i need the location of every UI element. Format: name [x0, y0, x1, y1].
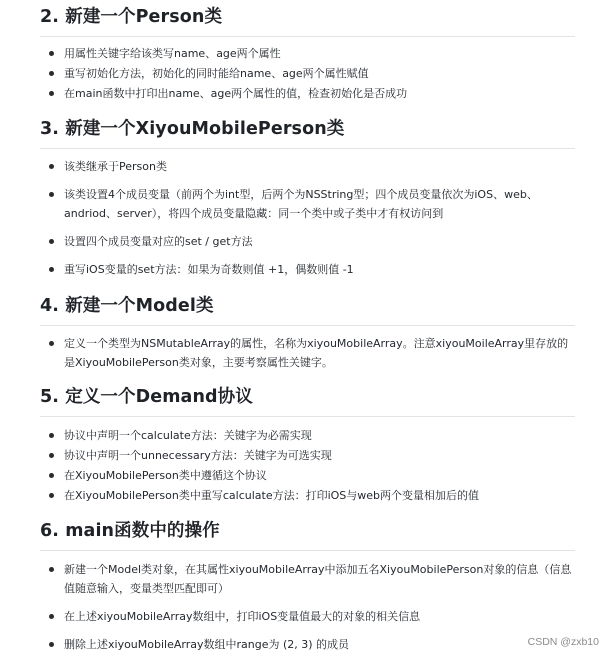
bullet-icon: [49, 164, 54, 169]
list-item: [40, 84, 575, 103]
bullet-icon: [49, 71, 54, 76]
section-heading: 5. 定义一个Demand协议: [40, 385, 575, 417]
bullet-icon: [49, 267, 54, 272]
bullet-icon: [49, 433, 54, 438]
bullet-list: [40, 560, 575, 654]
bullet-icon: [49, 493, 54, 498]
bullet-icon: [49, 453, 54, 458]
list-item: [40, 44, 575, 63]
bullet-icon: [49, 51, 54, 56]
bullet-list: [40, 44, 575, 103]
section-model-class: [40, 294, 575, 373]
bullet-icon: [49, 239, 54, 244]
watermark: CSDN @zxb10: [527, 636, 599, 648]
list-item: [40, 446, 575, 465]
list-item-text: 用属性关键字给该类写name、age两个属性: [64, 47, 281, 60]
list-item-text: 该类设置4个成员变量（前两个为int型，后两个为NSString型；四个成员变量依次为iOS、web、andriod、server），将四个成员变量隐藏：同一个类中或子类中才有权访问到: [64, 188, 538, 220]
list-item: [40, 607, 575, 626]
bullet-icon: [49, 642, 54, 647]
section-xiyou-mobile-person-class: [40, 117, 575, 288]
list-item-text: 在XiyouMobilePerson类中遵循这个协议: [64, 469, 267, 482]
section-heading: 4. 新建一个Model类: [40, 294, 575, 326]
list-item-text: 定义一个类型为NSMutableArray的属性，名称为xiyouMobileArray。注意xiyouMoileArray里存放的是XiyouMobilePerson类对象，主要考察属性关键字。: [64, 337, 569, 369]
list-item-text: 协议中声明一个unnecessary方法：关键字为可选实现: [64, 449, 332, 462]
section-demand-protocol: [40, 385, 575, 506]
bullet-list: [40, 334, 575, 372]
section-person-class: [40, 5, 575, 104]
bullet-list: [40, 426, 575, 505]
list-item-text: 协议中声明一个calculate方法：关键字为必需实现: [64, 429, 312, 442]
section-heading: 2. 新建一个Person类: [40, 5, 575, 37]
list-item: [40, 334, 575, 372]
list-item: [40, 185, 575, 223]
list-item-text: 重写初始化方法，初始化的同时能给name、age两个属性赋值: [64, 67, 369, 80]
list-item-text: 在上述xiyouMobileArray数组中，打印iOS变量值最大的对象的相关信息: [64, 610, 421, 623]
list-item: [40, 635, 575, 654]
list-item: [40, 426, 575, 445]
section-heading: 3. 新建一个XiyouMobilePerson类: [40, 117, 575, 149]
list-item-text: 重写iOS变量的set方法：如果为奇数则值 +1，偶数则值 -1: [64, 263, 354, 276]
list-item-text: 删除上述xiyouMobileArray数组中range为 (2, 3) 的成员: [64, 638, 350, 651]
list-item: [40, 157, 575, 176]
bullet-icon: [49, 473, 54, 478]
list-item: [40, 260, 575, 279]
list-item: [40, 560, 575, 598]
bullet-icon: [49, 192, 54, 197]
list-item-text: 在XiyouMobilePerson类中重写calculate方法：打印iOS与web两个变量相加后的值: [64, 489, 480, 502]
list-item: [40, 486, 575, 505]
list-item-text: 设置四个成员变量对应的set / get方法: [64, 235, 253, 248]
list-item-text: 新建一个Model类对象，在其属性xiyouMobileArray中添加五名XiyouMobilePerson对象的信息（信息值随意输入，变量类型匹配即可）: [64, 563, 572, 595]
list-item: [40, 466, 575, 485]
list-item-text: 该类继承于Person类: [64, 160, 167, 173]
list-item: [40, 64, 575, 83]
section-main-function: [40, 519, 575, 663]
bullet-icon: [49, 567, 54, 572]
bullet-list: [40, 157, 575, 279]
section-heading: 6. main函数中的操作: [40, 519, 575, 551]
bullet-icon: [49, 614, 54, 619]
list-item: [40, 232, 575, 251]
bullet-icon: [49, 91, 54, 96]
list-item-text: 在main函数中打印出name、age两个属性的值，检查初始化是否成功: [64, 87, 408, 100]
bullet-icon: [49, 341, 54, 346]
